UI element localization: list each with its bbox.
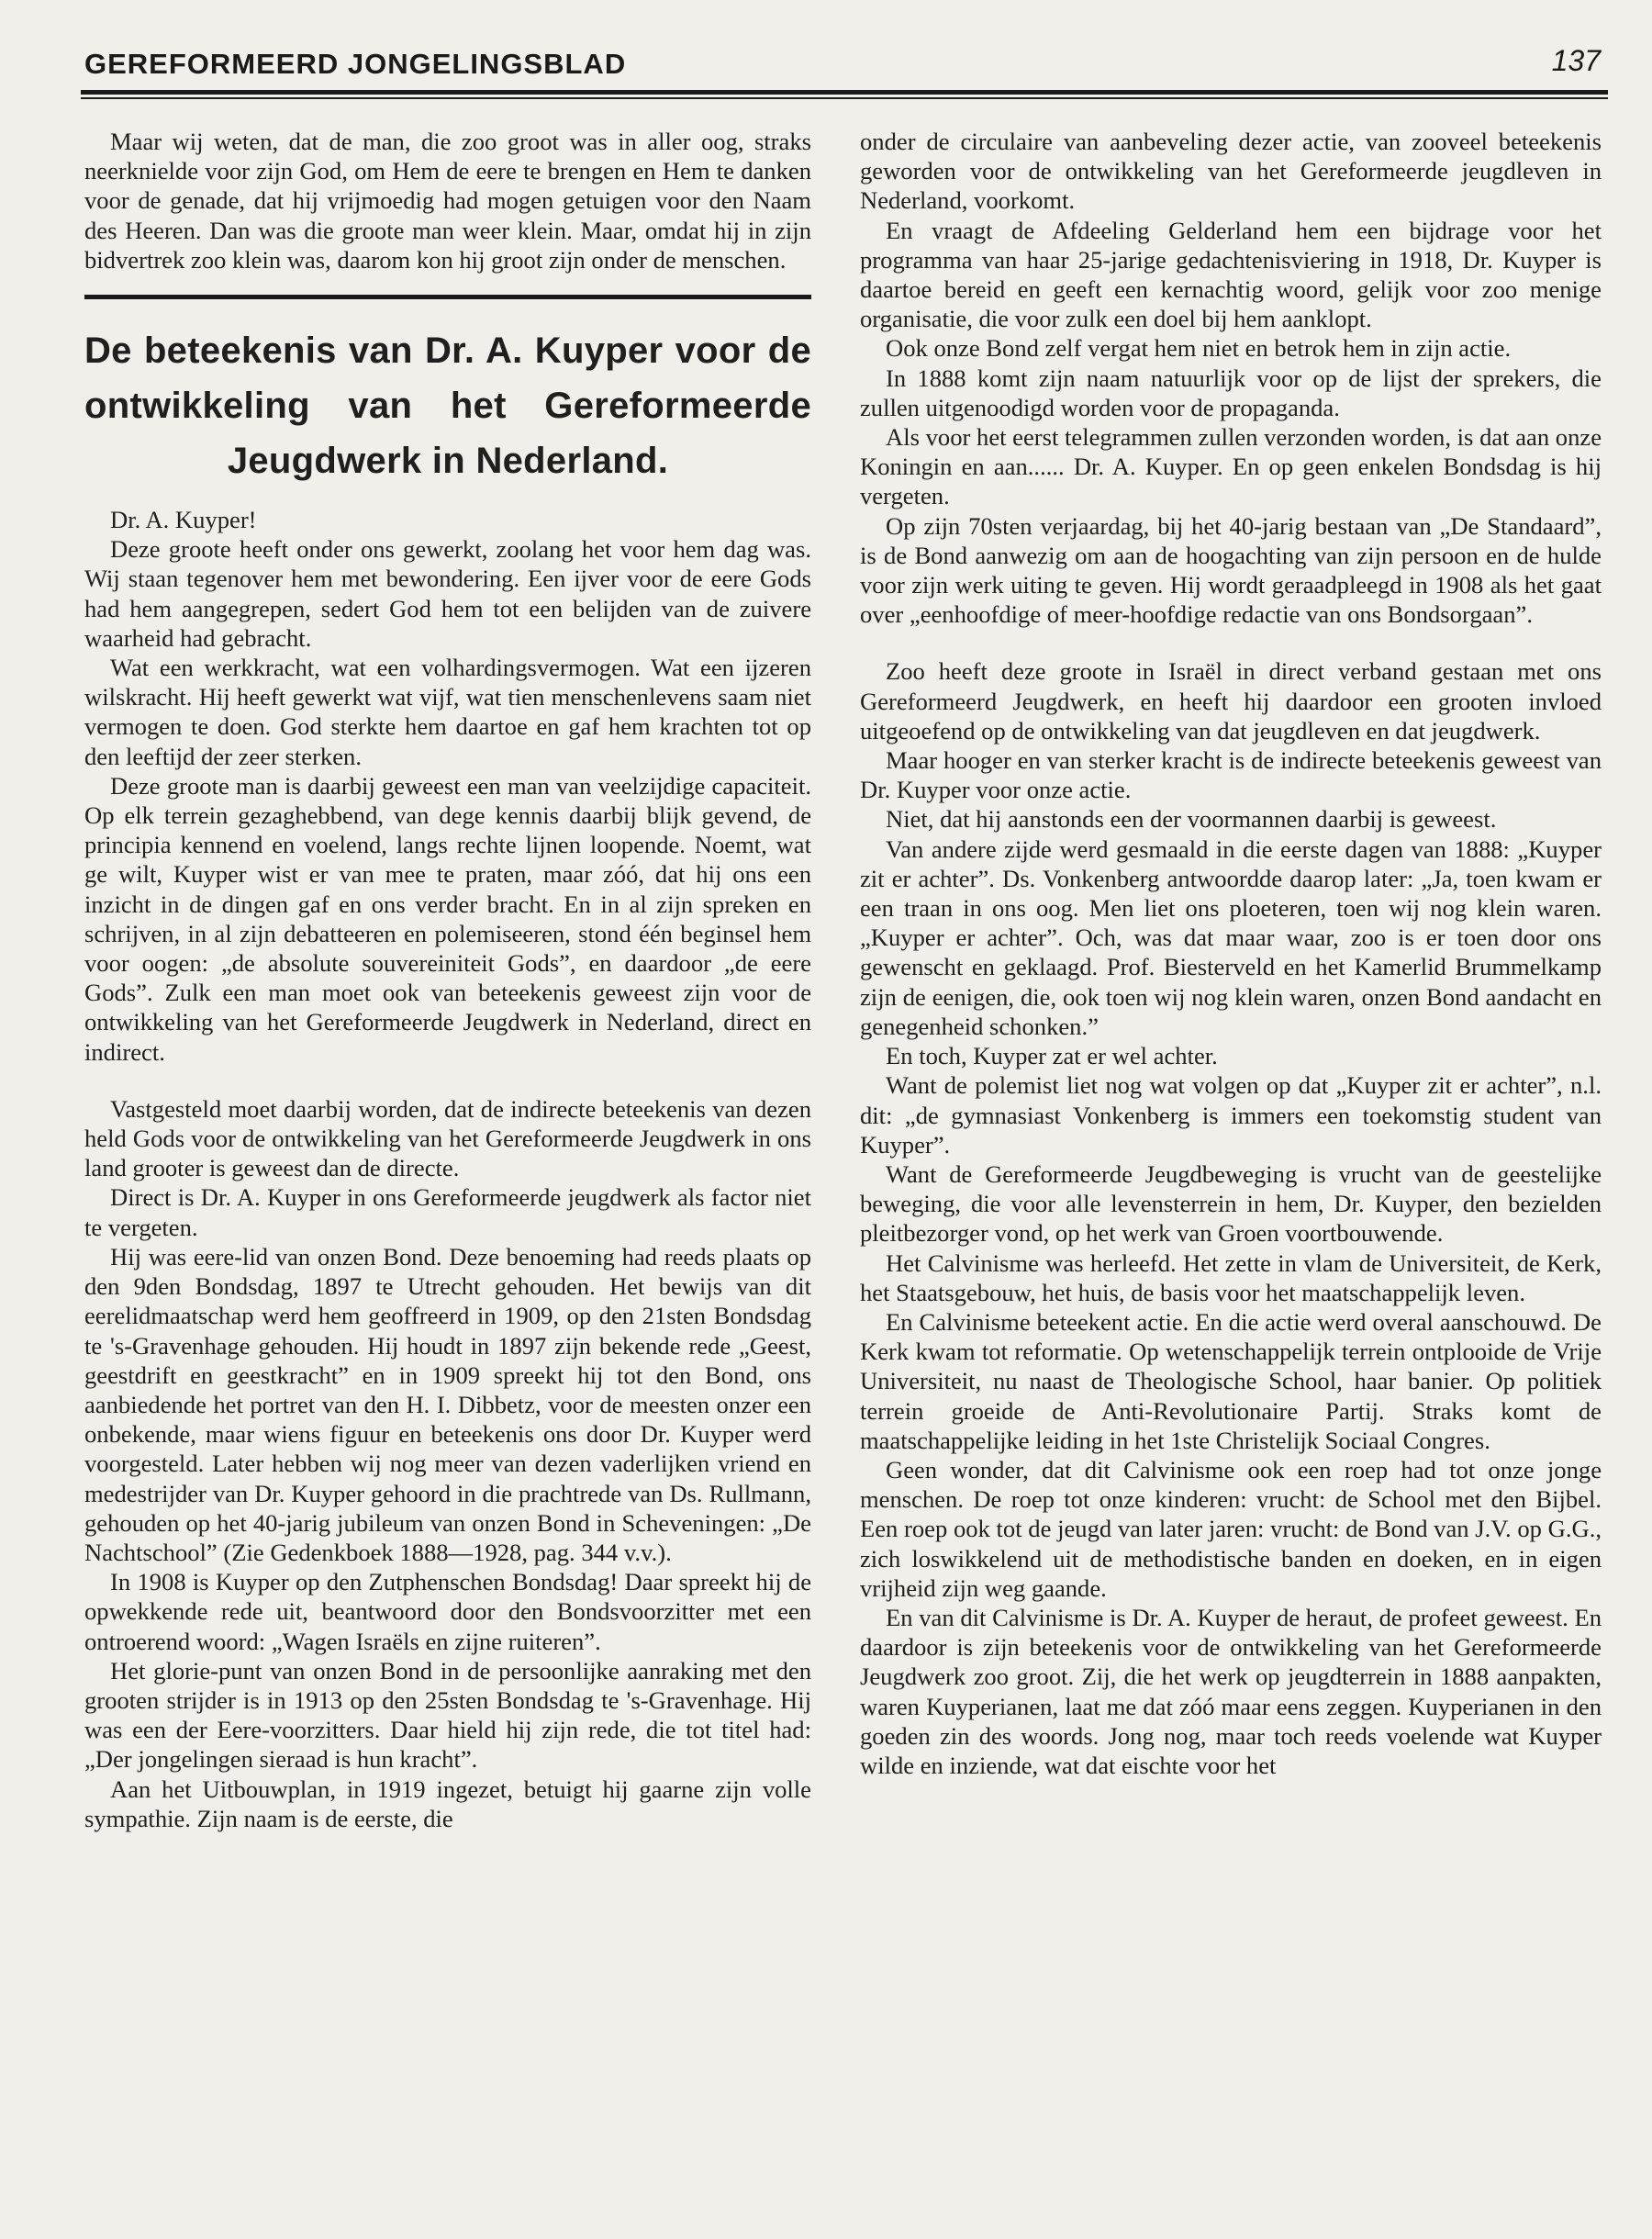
paragraph: Want de Gereformeerde Jeugdbeweging is vrucht van de geestelijke beweging, die voor alle levensterrein in hem, Dr. Kuyper, den bezielden pleitbezorger vond, op het werk van Groen voortbouwende. <box>860 1159 1602 1248</box>
left-column <box>84 127 811 2220</box>
paragraph: Het glorie-punt van onzen Bond in de persoonlijke aanraking met den grooten strijder is in 1913 op den 25sten Bondsdag te 's-Gravenhage. Hij was een der Eere-voorzitters. Daar hield hij zijn rede, die tot titel had: „Der jongelingen sieraad is hun kracht”. <box>84 1656 811 1774</box>
paragraph: En vraagt de Afdeeling Gelderland hem een bijdrage voor het programma van haar 25-jarige gedachtenisviering in 1918, Dr. Kuyper is daartoe bereid en geeft een kernachtig woord, gelijk voor zoo menige organisatie, die voor zulk een doel bij hem aanklopt. <box>860 216 1602 333</box>
journal-title: GEREFORMEERD JONGELINGSBLAD <box>84 48 627 80</box>
paragraph: En Calvinisme beteekent actie. En die actie werd overal aanschouwd. De Kerk kwam tot reformatie. Op wetenschappelijk terrein ontplooide de Vrije Universiteit, nu naast de Theologische School, haar banier. Op politiek terrein groeide de Anti-Revolutionaire Partij. Straks komt de maatschappelijke leiding in het 1ste Christelijk Sociaal Congres. <box>860 1307 1602 1454</box>
paragraph: En van dit Calvinisme is Dr. A. Kuyper de heraut, de profeet geweest. En daardoor is zijn beteekenis voor de ontwikkeling van het Gereformeerde Jeugdwerk zoo groot. Zij, die het werk op jeugdterrein in 1888 aanpakten, waren Kuyperianen, laat me dat zóó maar eens zeggen. Kuyperianen in den goeden zin des woords. Jong nog, maar toch reeds voelende wat Kuyper wilde en inziende, wat dat eischte voor het <box>860 1603 1602 1779</box>
paragraph-bold-statement: En toch, Kuyper zat er wel achter. <box>886 1042 1218 1070</box>
article-title: De beteekenis van Dr. A. Kuyper voor de ontwikkeling van het Gereformeerde Jeugdwerk in Nederland. <box>84 330 811 482</box>
paragraph: Deze groote heeft onder ons gewerkt, zoolang het voor hem dag was. Wij staan tegenover hem met bewondering. Een ijver voor de eere Gods had hem aangegrepen, sedert God hem tot een belijden van de zuivere waarheid had gebracht. <box>84 535 811 652</box>
right-column <box>860 127 1602 2220</box>
header-rule <box>81 90 1608 99</box>
paragraph: Aan het Uitbouwplan, in 1919 ingezet, betuigt hij gaarne zijn volle sympathie. Zijn naam is de eerste, die <box>84 1774 811 1832</box>
paragraph: Op zijn 70sten verjaardag, bij het 40-jarig bestaan van „De Standaard”, is de Bond aanwezig om aan de hoogachting van zijn persoon en de hulde voor zijn werk uiting te geven. Hij wordt geraadpleegd in 1908 als het gaat over „eenhoofdige of meer-hoofdige redactie van ons Bondsorgaan”. <box>860 511 1602 629</box>
paragraph: Zoo heeft deze groote in Israël in direct verband gestaan met ons Gereformeerd Jeugdwerk, en heeft hij daardoor een grooten invloed uitgeoefend op de ontwikkeling van dat jeugdleven en dat jeugdwerk. <box>860 657 1602 744</box>
intro-paragraph: Maar wij weten, dat de man, die zoo groot was in aller oog, straks neerknielde voor zijn God, om Hem de eere te brengen en Hem te danken voor de genade, dat hij vrijmoedig had mogen getuigen voor den Naam des Heeren. Dan was die groote man weer klein. Maar, omdat hij in zijn bidvertrek zoo klein was, daarom kon hij groot zijn onder de menschen. <box>84 128 811 274</box>
paragraph: Deze groote man is daarbij geweest een man van veelzijdige capaciteit. Op elk terrein gezaghebbend, van dege kennis daarbij blijk gevend, de principia kennend en voelend, langs rechte lijnen loopende. Noemt, wat ge wilt, Kuyper wist er van mee te praten, maar zóó, dat hij ons een inzicht in de dingen gaf en ons verder bracht. En in al zijn spreken en schrijven, in al zijn debatteeren en polemiseeren, stond één beginsel hem voor oogen: „de absolute souvereiniteit Gods”, en daardoor „de eere Gods”. Zulk een man moet ook van beteekenis geweest zijn voor de ontwikkeling van het Gereformeerde Jeugdwerk in Nederland, direct en indirect. <box>84 771 811 1066</box>
paragraph: Niet, dat hij aanstonds een der voormannen daarbij is geweest. <box>886 805 1497 834</box>
paragraph: Want de polemist liet nog wat volgen op dat „Kuyper zit er achter”, n.l. dit: „de gymnasiast Vonkenberg is immers een toekomstig student van Kuyper”. <box>860 1071 1602 1159</box>
paragraph: Wat een werkkracht, wat een volhardingsvermogen. Wat een ijzeren wilskracht. Hij heeft gewerkt wat vijf, wat tien menschenlevens saam niet vermogen te doen. God sterkte hem daartoe en gaf hem krachten tot op den leeftijd der zeer sterken. <box>84 654 811 770</box>
paragraph: Het Calvinisme was herleefd. Het zette in vlam de Universiteit, de Kerk, het Staatsgebouw, het huis, de basis voor het maatschappelijk leven. <box>860 1248 1602 1306</box>
paragraph: Als voor het eerst telegrammen zullen verzonden worden, is dat aan onze Koningin en aan...... Dr. A. Kuyper. En op geen enkelen Bondsdag is hij vergeten. <box>860 423 1602 510</box>
paragraph: Van andere zijde werd gesmaald in die eerste dagen van 1888: „Kuyper zit er achter”. Ds. Vonkenberg antwoordde daarop later: „Ja, toen kwam er een traan in ons oog. Men liet ons ploeteren, toen wij nog klein waren. „Kuyper er achter”. Och, was dat maar waar, zoo is er toen door ons gewenscht en geklaagd. Prof. Biesterveld en het Kamerlid Brummelkamp zijn de eenigen, die, ook toen wij nog klein waren, onzen Bond aandacht en genegenheid schonken.” <box>860 834 1602 1040</box>
paragraph: Direct is Dr. A. Kuyper in ons Gereformeerde jeugdwerk als factor niet te vergeten. <box>84 1183 811 1241</box>
paragraph: In 1888 komt zijn naam natuurlijk voor op de lijst der sprekers, die zullen uitgenoodigd worden voor de propaganda. <box>860 364 1602 421</box>
paragraph: Vastgesteld moet daarbij worden, dat de indirecte beteekenis van dezen held Gods voor de ontwikkeling van het Gereformeerde Jeugdwerk in ons land grooter is geweest dan de directe. <box>84 1094 811 1182</box>
running-head <box>84 44 1601 84</box>
article-separator-rule <box>84 295 811 299</box>
page-number: 137 <box>1551 44 1601 77</box>
paragraph: Hij was eere-lid van onzen Bond. Deze benoeming had reeds plaats op den 9den Bondsdag, 1897 te Utrecht gehouden. Het bewijs van dit eerelidmaatschap werd hem geoffreerd in 1909, op den 21sten Bondsdag te 's-Gravenhage gehouden. Hij houdt in 1897 zijn bekende rede „Geest, geestdrift en geestkracht” en in 1909 spreekt hij tot den Bond, ons aanbiedende het portret van den H. I. Dibbetz, voor de meesten onzer een onbekende, maar wiens figuur en beteekenis ons door Dr. Kuyper werd voorgesteld. Later hebben wij nog meer van dezen vaderlijken vriend en medestrijder van Dr. Kuyper gehoord in die prachtrede van Ds. Rullmann, gehouden op het 40-jarig jubileum van onzen Bond in Scheveningen: „De Nachtschool” (Zie Gedenkboek 1888—1928, pag. 344 v.v.). <box>84 1242 811 1566</box>
paragraph: In 1908 is Kuyper op den Zutphenschen Bondsdag! Daar spreekt hij de opwekkende rede uit, beantwoord door den Bondsvoorzitter met een ontroerend woord: „Wagen Israëls en zijne ruiteren”. <box>84 1568 811 1655</box>
paragraph: Dr. A. Kuyper! <box>110 506 257 534</box>
paragraph: Geen wonder, dat dit Calvinisme ook een roep had tot onze jonge menschen. De roep tot onze kinderen: vrucht: de School met den Bijbel. Een roep ook tot de jeugd van later jaren: vrucht: de Bond van J.V. op G.G., zich loswikkelend uit de methodistische banden en doeken, en in eigen vrijheid zijn weg gaande. <box>860 1455 1602 1602</box>
paragraph: onder de circulaire van aanbeveling dezer actie, van zooveel beteekenis geworden voor de ontwikkeling van het Gereformeerde jeugdleven in Nederland, voorkomt. <box>860 128 1602 215</box>
paragraph: Ook onze Bond zelf vergat hem niet en betrok hem in zijn actie. <box>886 334 1512 363</box>
paragraph: Maar hooger en van sterker kracht is de indirecte beteekenis geweest van Dr. Kuyper voor onze actie. <box>860 746 1602 804</box>
